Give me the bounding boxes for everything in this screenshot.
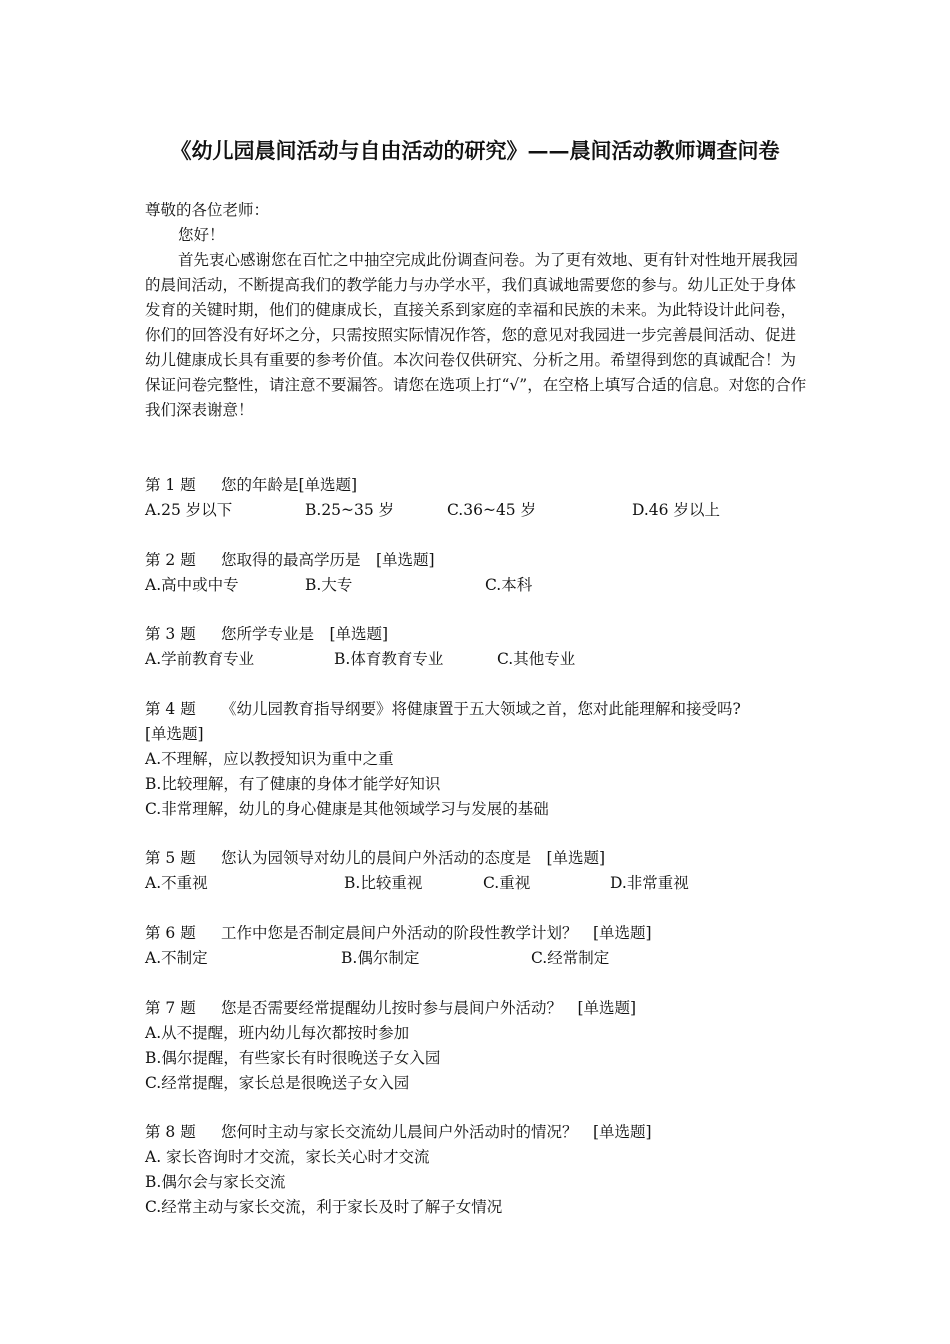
question-number: 第 5 题 <box>145 849 196 867</box>
option-c[interactable]: C.本科 <box>485 576 533 594</box>
question-header <box>145 548 810 573</box>
question-header <box>145 996 810 1021</box>
option-b[interactable]: B.25~35 岁 <box>305 501 395 519</box>
question-1 <box>145 473 810 523</box>
question-header <box>145 473 810 498</box>
question-number: 第 6 题 <box>145 924 196 942</box>
question-header <box>145 846 810 871</box>
option-c[interactable]: C.其他专业 <box>497 650 576 668</box>
option-c[interactable]: C.经常制定 <box>531 949 610 967</box>
option-b[interactable]: B.体育教育专业 <box>334 650 444 668</box>
option-b[interactable]: B.偶尔提醒，有些家长有时很晚送子女入园 <box>145 1049 441 1067</box>
option-b[interactable]: B.比较重视 <box>344 874 423 892</box>
question-6 <box>145 921 810 971</box>
question-number: 第 2 题 <box>145 551 196 569</box>
option-c[interactable]: C.经常提醒，家长总是很晚送子女入园 <box>145 1074 410 1092</box>
question-number: 第 1 题 <box>145 476 196 494</box>
question-4 <box>145 697 810 822</box>
option-a[interactable]: A.学前教育专业 <box>145 650 255 668</box>
option-row <box>145 498 810 523</box>
option-b[interactable]: B.偶尔制定 <box>341 949 420 967</box>
option-a[interactable]: A.高中或中专 <box>145 576 239 594</box>
option-a[interactable]: A.从不提醒，班内幼儿每次都按时参加 <box>145 1024 410 1042</box>
option-a[interactable]: A.不制定 <box>145 949 208 967</box>
intro-greeting: 尊敬的各位老师： <box>145 201 270 219</box>
question-header <box>145 697 810 722</box>
option-a[interactable]: A.不理解，应以教授知识为重中之重 <box>145 750 394 768</box>
option-a[interactable]: A.不重视 <box>145 874 208 892</box>
question-text: 您认为园领导对幼儿的晨间户外活动的态度是 [单选题] <box>221 849 606 867</box>
option-row <box>145 871 810 896</box>
option-b[interactable]: B.比较理解，有了健康的身体才能学好知识 <box>145 775 441 793</box>
question-number: 第 4 题 <box>145 700 196 718</box>
question-number: 第 8 题 <box>145 1123 196 1141</box>
option-c[interactable]: C.重视 <box>483 874 531 892</box>
question-2 <box>145 548 810 598</box>
question-header <box>145 1120 810 1145</box>
question-8 <box>145 1120 810 1220</box>
option-c[interactable]: C.经常主动与家长交流，利于家长及时了解子女情况 <box>145 1198 503 1216</box>
intro-section <box>145 198 810 423</box>
option-b[interactable]: B.偶尔会与家长交流 <box>145 1173 286 1191</box>
question-3 <box>145 622 810 672</box>
question-text: 您的年龄是[单选题] <box>221 476 358 494</box>
question-text: 您是否需要经常提醒幼儿按时参与晨间户外活动？ [单选题] <box>221 999 637 1017</box>
question-number: 第 7 题 <box>145 999 196 1017</box>
intro-body: 首先衷心感谢您在百忙之中抽空完成此份调查问卷。为了更有效地、更有针对性地开展我园的晨间活动，不断提高我们的教学能力与办学水平，我们真诚地需要您的参与。幼儿正处于身体发育的关键时期，他们的健康成长，直接关系到家庭的幸福和民族的未来。为此特设计此问卷，你们的回答没有好坏之分，只需按照实际情况作答，您的意见对我园进一步完善晨间活动、促进幼儿健康成长具有重要的参考价值。本次问卷仅供研究、分析之用。希望得到您的真诚配合！为保证问卷完整性，请注意不要漏答。请您在选项上打“√”，在空格上填写合适的信息。对您的合作我们深表谢意！ <box>145 251 807 419</box>
question-7 <box>145 996 810 1096</box>
question-text: 您取得的最高学历是 [单选题] <box>221 551 435 569</box>
intro-hello: 您好！ <box>178 226 225 244</box>
question-text: 《幼儿园教育指导纲要》将健康置于五大领域之首，您对此能理解和接受吗? <box>221 700 741 718</box>
option-row <box>145 946 810 971</box>
option-row <box>145 647 810 672</box>
question-text: 您所学专业是 [单选题] <box>221 625 389 643</box>
question-header <box>145 622 810 647</box>
option-c[interactable]: C.36~45 岁 <box>447 501 537 519</box>
question-5 <box>145 846 810 896</box>
option-c[interactable]: C.非常理解，幼儿的身心健康是其他领域学习与发展的基础 <box>145 800 549 818</box>
option-d[interactable]: D.46 岁以上 <box>632 501 720 519</box>
option-a[interactable]: A.25 岁以下 <box>145 501 233 519</box>
option-b[interactable]: B.大专 <box>305 576 353 594</box>
question-text-continued: [单选题] <box>145 725 204 743</box>
option-row <box>145 573 810 598</box>
option-a[interactable]: A. 家长咨询时才交流，家长关心时才交流 <box>145 1148 430 1166</box>
question-text: 您何时主动与家长交流幼儿晨间户外活动时的情况？ [单选题] <box>221 1123 652 1141</box>
question-text: 工作中您是否制定晨间户外活动的阶段性教学计划？ [单选题] <box>221 924 652 942</box>
question-header <box>145 921 810 946</box>
option-d[interactable]: D.非常重视 <box>610 874 689 892</box>
question-number: 第 3 题 <box>145 625 196 643</box>
document-title: 《幼儿园晨间活动与自由活动的研究》——晨间活动教师调查问卷 <box>170 138 780 163</box>
